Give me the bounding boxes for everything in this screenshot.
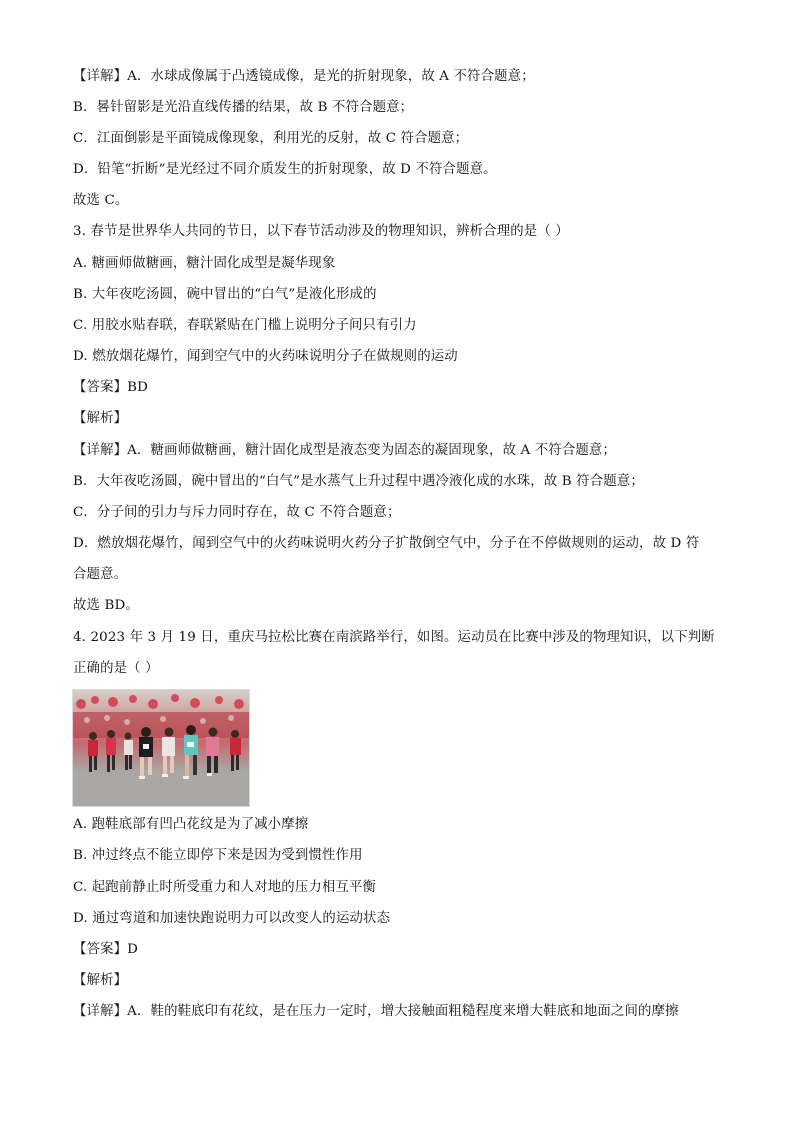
answer-label: 【答案】D [73, 942, 139, 957]
text-line: D．铅笔“折断”是光经过不同介质发生的折射现象，故 D 不符合题意。 [73, 162, 497, 177]
text-line: B．大年夜吃汤圆，碗中冒出的“白气”是水蒸气上升过程中遇冷液化成的水珠，故 B 符合题意； [73, 474, 644, 489]
text-line: C．分子间的引力与斥力同时存在，故 C 不符合题意； [73, 505, 401, 520]
option-c: C. 用胶水贴春联，春联紧贴在门槛上说明分子间只有引力 [73, 318, 417, 333]
text-line: 【详解】A．鞋的鞋底印有花纹，是在压力一定时，增大接触面粗糙程度来增大鞋底和地面之间的摩擦 [73, 1004, 679, 1019]
option-a: A. 糖画师做糖画，糖汁固化成型是凝华现象 [73, 256, 336, 271]
analysis-label: 【解析】 [73, 411, 128, 426]
text-line: D．燃放烟花爆竹，闻到空气中的火药味说明火药分子扩散倒空气中，分子在不停做规则的运动，故 D 符 [73, 536, 700, 551]
option-a: A. 跑鞋底部有凹凸花纹是为了减小摩擦 [73, 817, 309, 832]
marathon-photo [72, 689, 250, 807]
text-line: 【详解】A．糖画师做糖画，糖汁固化成型是液态变为固态的凝固现象，故 A 不符合题意； [73, 443, 616, 458]
text-line: B．晷针留影是光沿直线传播的结果，故 B 不符合题意； [73, 100, 414, 115]
option-d: D. 通过弯道和加速快跑说明力可以改变人的运动状态 [73, 911, 391, 926]
option-d: D. 燃放烟花爆竹，闻到空气中的火药味说明分子在做规则的运动 [73, 349, 458, 364]
question-4-stem-cont: 正确的是（ ） [73, 661, 159, 676]
option-b: B. 大年夜吃汤圆，碗中冒出的“白气”是液化形成的 [73, 287, 377, 302]
text-line: 故选 C。 [73, 193, 129, 208]
text-line: 故选 BD。 [73, 598, 139, 613]
text-line: 合题意。 [73, 567, 128, 582]
analysis-label: 【解析】 [73, 973, 128, 988]
answer-label: 【答案】BD [73, 380, 149, 395]
text-line: C．江面倒影是平面镜成像现象，利用光的反射，故 C 符合题意； [73, 131, 469, 146]
question-4-stem: 4. 2023 年 3 月 19 日，重庆马拉松比赛在南滨路举行，如图。运动员在比赛中涉及的物理知识，以下判断 [73, 630, 715, 645]
text-line: 【详解】A．水球成像属于凸透镜成像，是光的折射现象，故 A 不符合题意； [73, 69, 535, 84]
option-c: C. 起跑前静止时所受重力和人对地的压力相互平衡 [73, 880, 377, 895]
option-b: B. 冲过终点不能立即停下来是因为受到惯性作用 [73, 848, 363, 863]
question-3-stem: 3. 春节是世界华人共同的节日，以下春节活动涉及的物理知识，辨析合理的是（ ） [73, 224, 569, 239]
